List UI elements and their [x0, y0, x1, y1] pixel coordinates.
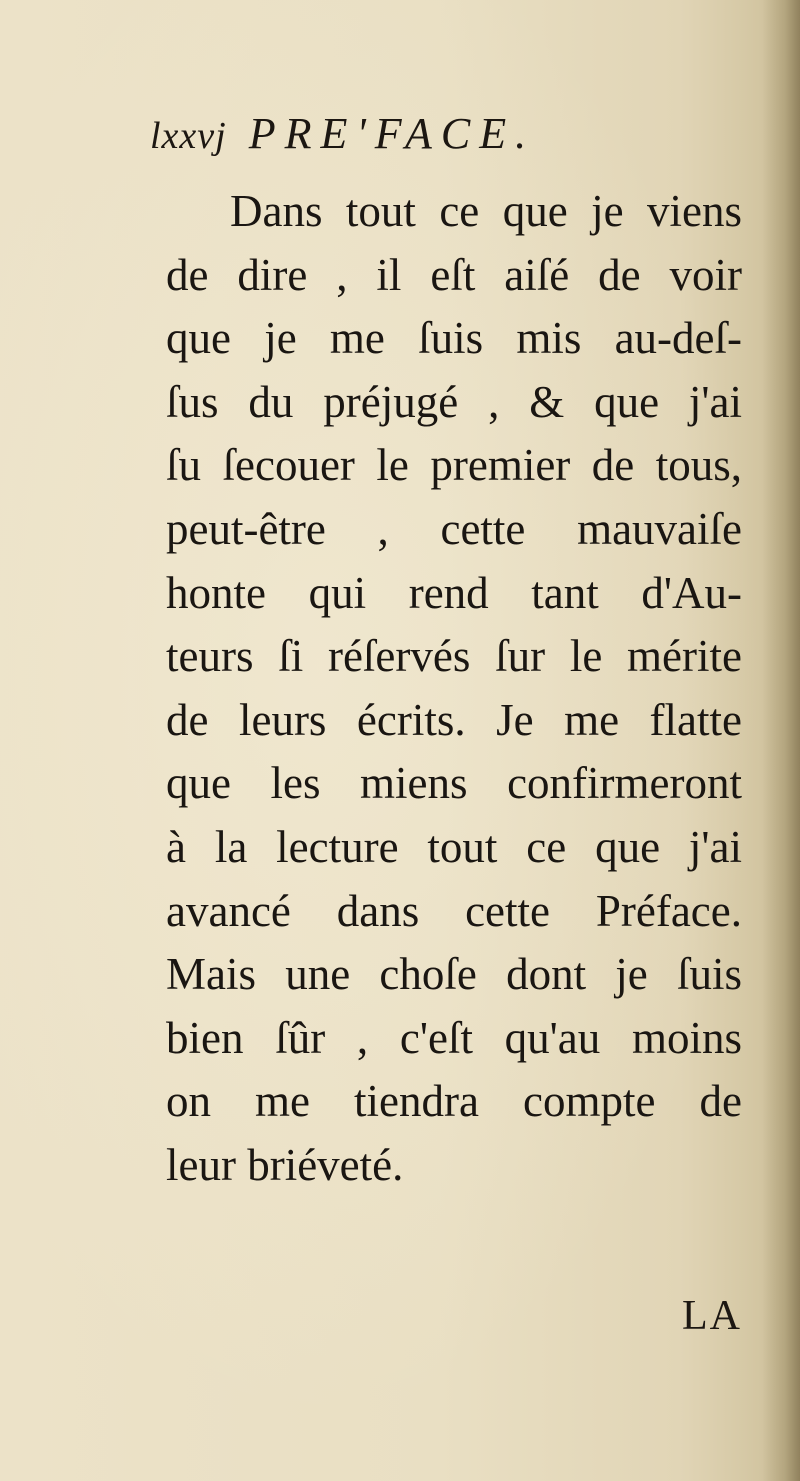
text-line: avancé dans cette Préface.	[166, 885, 742, 936]
text-line: Dans tout ce que je viens	[230, 186, 742, 236]
text-line: que je me ſuis mis au-deſ-	[166, 313, 742, 364]
text-line: de leurs écrits. Je me flatte	[166, 694, 742, 745]
show-through-bleed	[200, 1240, 720, 1300]
page-header	[150, 108, 535, 168]
text-line: que les miens confirmeront	[166, 758, 742, 809]
page-gutter-shadow	[762, 0, 800, 1481]
text-line: bien ſûr , c'eſt qu'au moins	[166, 1012, 742, 1063]
text-line: honte qui rend tant d'Au-	[166, 567, 742, 618]
text-line: Mais une choſe dont je ſuis	[166, 949, 742, 1000]
catchword: LA	[682, 1293, 742, 1339]
text-line: on me tiendra compte de	[166, 1076, 742, 1127]
text-line: teurs ſi réſervés ſur le mérite	[166, 631, 742, 682]
folio: lxxvj	[150, 115, 227, 157]
text-line: ſu ſecouer le premier de tous,	[166, 440, 742, 491]
text-line: leur briéveté.	[166, 1139, 404, 1190]
body-text	[166, 180, 742, 1198]
running-title: PRE'FACE.	[248, 109, 536, 158]
text-line: peut-être , cette mauvaiſe	[166, 503, 742, 554]
text-line: ſus du préjugé , & que j'ai	[166, 376, 742, 427]
text-line: de dire , il eſt aiſé de voir	[166, 249, 742, 300]
text-line: à la lecture tout ce que j'ai	[166, 821, 742, 872]
